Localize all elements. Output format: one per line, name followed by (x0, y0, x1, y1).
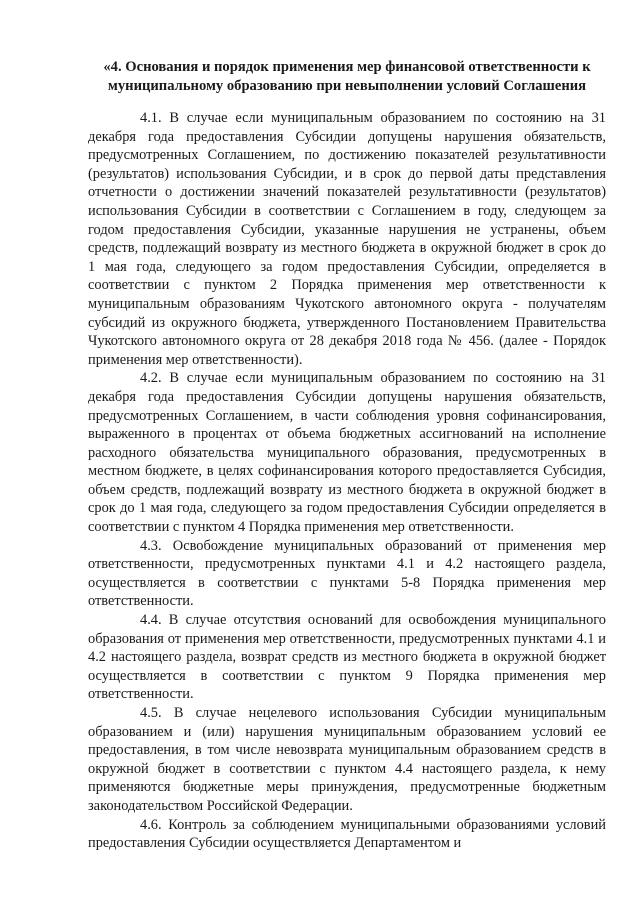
paragraph-4-4: 4.4. В случае отсутствия оснований для освобождения муниципального образования от применения мер ответственности, предусмотренных пунктами 4.1 и 4.2 настоящего раздела, возврат средств из местного бюджета в окружной бюджет осуществляется в соответствии с пунктом 9 Порядка применения мер ответственности. (88, 612, 606, 703)
paragraph-4-6: 4.6. Контроль за соблюдением муниципальными образованиями условий предоставления Субсидии осуществляется Департаментом и (88, 816, 606, 852)
paragraph-4-5: 4.5. В случае нецелевого использования Субсидии муниципальным образованием и (или) нарушения муниципальным образованием условий ее предоставления, в том числе невозврата муниципальным образованием средств в окружной бюджет в соответствии с пунктом 4.4 настоящего раздела, к нему применяются бюджетные меры принуждения, предусмотренные бюджетным законодательством Российской Федерации. (88, 705, 606, 814)
paragraph-4-1: 4.1. В случае если муниципальным образованием по состоянию на 31 декабря года предоставления Субсидии допущены нарушения обязательств, предусмотренных Соглашением, по достижению показателей результативности (результатов) использования Субсидии, и в срок до первой даты представления отчетности о достижении значений показателей результативности (результатов) использования Субсидии в соответствии с Соглашением в году, следующем за годом предоставления Субсидии, указанные нарушения не устранены, объем средств, подлежащий возврату из местного бюджета в окружной бюджет в срок до 1 мая года, следующего за годом предоставления Субсидии, определяется в соответствии с пунктом 2 Порядка применения мер ответственности к муниципальным образованиям Чукотского автономного округа - получателям субсидий из окружного бюджета, утвержденного Постановлением Правительства Чукотского автономного округа от 28 декабря 2018 года № 456. (далее - Порядок применения мер ответственности). (88, 110, 606, 368)
paragraph-4-2: 4.2. В случае если муниципальным образованием по состоянию на 31 декабря года предоставления Субсидии допущены нарушения обязательств, предусмотренных Соглашением, в части соблюдения уровня софинансирования, выраженного в процентах от объема бюджетных ассигнований на исполнение расходного обязательства муниципального образования, предусмотренных в местном бюджете, в целях софинансирования которого предоставляется Субсидия, объем средств, подлежащий возврату из местного бюджета в окружной бюджет в срок до 1 мая года, следующего за годом предоставления Субсидии определяется в соответствии с пунктом 4 Порядка применения мер ответственности. (88, 370, 606, 536)
paragraph-4-3: 4.3. Освобождение муниципальных образований от применения мер ответственности, предусмотренных пунктами 4.1 и 4.2 настоящего раздела, осуществляется в соответствии с пунктами 5-8 Порядка применения мер ответственности. (88, 537, 606, 610)
section-heading: «4. Основания и порядок применения мер финансовой ответственности к муниципальному образованию при невыполнении условий Соглашения (103, 59, 591, 94)
document-page (88, 58, 606, 853)
